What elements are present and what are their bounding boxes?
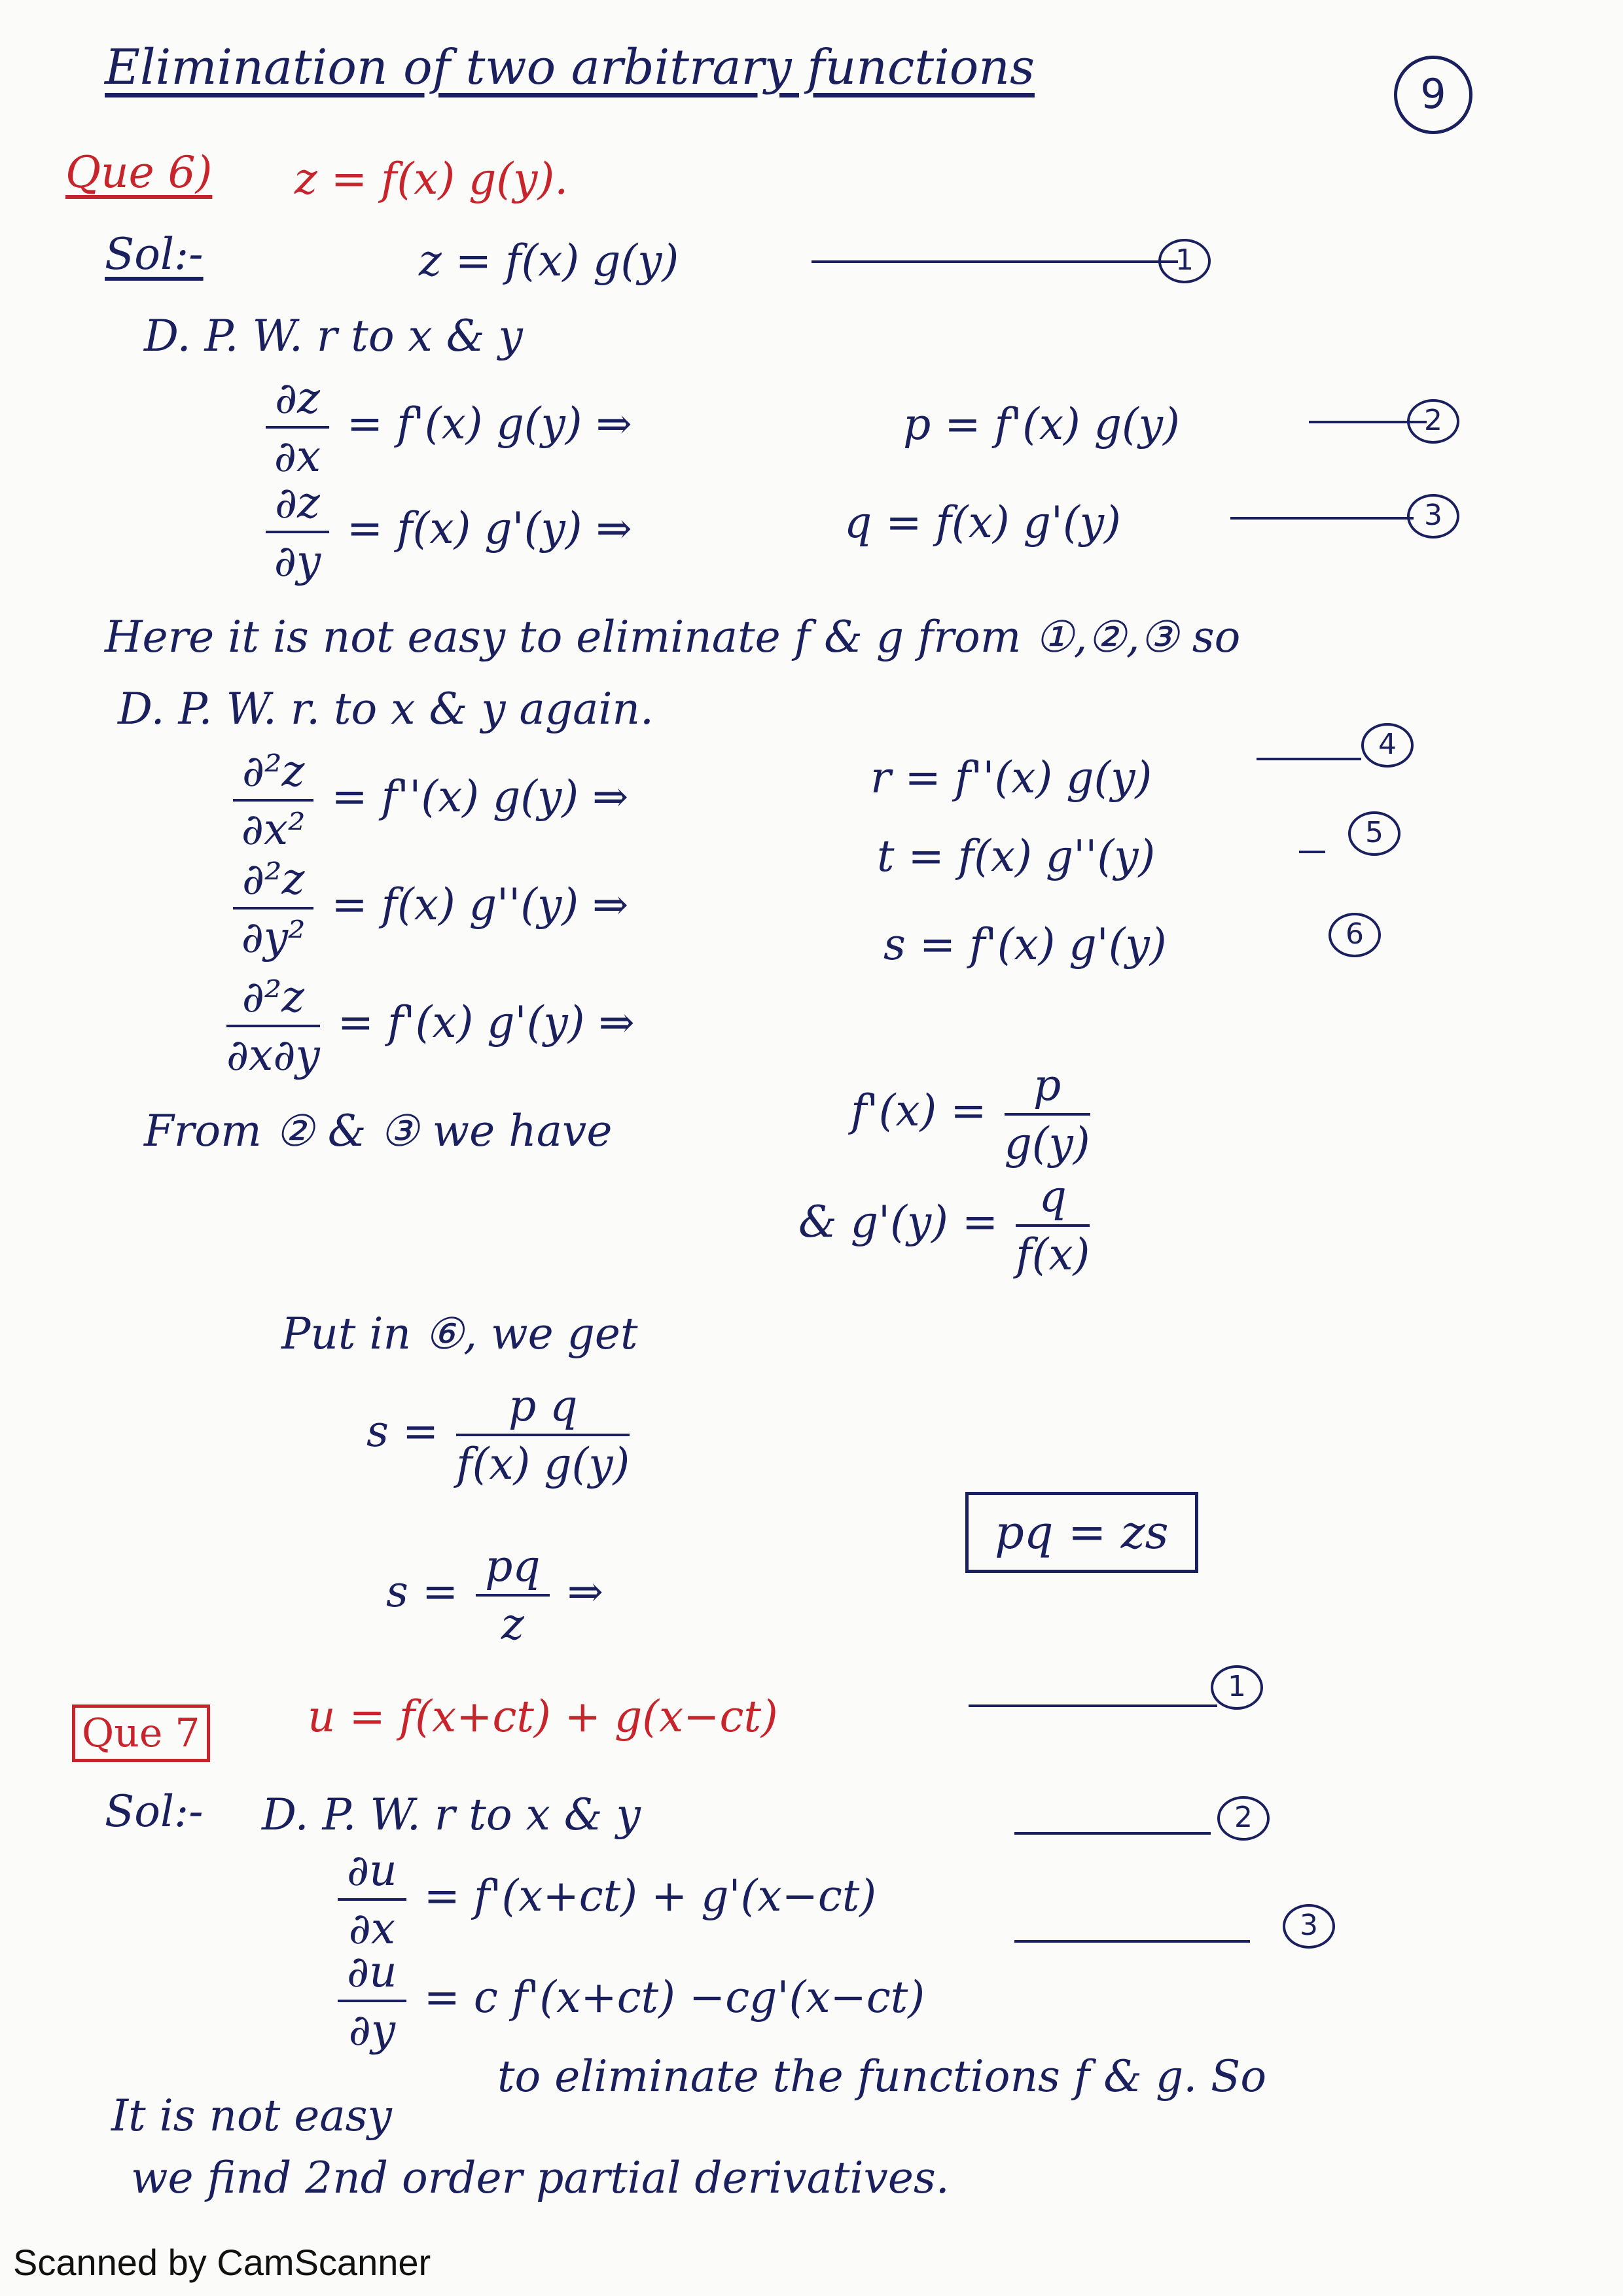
derivative-row: $\frac{\partial z}{\partial y}$ = f(x) g'(y) ⇒ — [262, 478, 632, 586]
expression-row: & g'(y) = $\frac{q}{f(x)}$ — [798, 1171, 1090, 1280]
final-result-box: pq = zs — [965, 1492, 1198, 1573]
derivative-row: $\frac{\partial u}{\partial y}$ = c f'(x+ct) −cg'(x−ct) — [334, 1947, 925, 2055]
page-number: 9 — [1394, 56, 1472, 134]
derivative-result: s = f'(x) g'(y) — [883, 919, 1167, 970]
tag-leader-line — [1014, 1940, 1250, 1943]
explanation-text: Here it is not easy to eliminate f & g from ①,②,③ so — [105, 612, 1241, 662]
equation-1: z = f(x) g(y) — [419, 236, 679, 286]
page-title: Elimination of two arbitrary functions — [105, 39, 1035, 96]
derivative-result: p = f'(x) g(y) — [903, 399, 1180, 450]
derivative-result: r = f''(x) g(y) — [870, 752, 1152, 803]
expression-row: s = $\frac{pq}{z}$ ⇒ — [386, 1541, 603, 1650]
expression-row: s = $\frac{\text{p q}}{f(x) g(y)}$ — [366, 1381, 630, 1489]
explanation-text: to eliminate the functions f & g. So — [497, 2051, 1267, 2102]
equation-tag: 1 — [1211, 1665, 1263, 1710]
equation-tag: 2 — [1407, 399, 1459, 444]
explanation-text: From ② & ③ we have — [144, 1106, 613, 1156]
equation-tag: 5 — [1348, 811, 1400, 856]
tag-leader-line — [1230, 517, 1414, 520]
second-derivative-row: $\frac{\text{∂²z}}{\partial x\partial y}$ = f'(x) g'(y) ⇒ — [226, 972, 635, 1080]
explanation-text: D. P. W. r. to x & y again. — [118, 684, 654, 734]
fraction: $\frac{pq}{z}$ — [476, 1541, 550, 1650]
tag-leader-line — [1257, 758, 1361, 760]
explanation-text: we find 2nd order partial derivatives. — [131, 2153, 950, 2203]
equation-tag: 4 — [1361, 723, 1414, 768]
equation-tag: 6 — [1329, 913, 1381, 957]
solution-label: Sol:- — [105, 229, 204, 279]
fraction: $\frac{p}{g(y)}$ — [1004, 1060, 1090, 1169]
solution-label: Sol:- — [105, 1786, 204, 1837]
fraction: $\frac{\text{∂²z}}{\text{∂y²}}$ — [233, 854, 313, 963]
derivative-row: $\frac{\partial u}{\partial x}$ = f'(x+ct) + g'(x−ct) — [334, 1845, 876, 1954]
fraction: $\frac{\partial z}{\partial y}$ — [266, 478, 329, 586]
fraction: $\frac{q}{f(x)}$ — [1016, 1171, 1090, 1280]
question-7-label: Que 7 — [72, 1704, 210, 1762]
equation-tag: 2 — [1217, 1796, 1270, 1841]
fraction: $\frac{\partial z}{\partial x}$ — [266, 373, 329, 482]
explanation-text: Put in ⑥, we get — [281, 1309, 638, 1359]
question-6-label: Que 6) — [65, 147, 213, 198]
tag-leader-line — [1299, 851, 1325, 853]
derivative-result: t = f(x) g''(y) — [877, 831, 1156, 881]
tag-leader-line — [969, 1704, 1217, 1707]
equation-tag: 1 — [1158, 239, 1211, 283]
explanation-text: It is not easy — [111, 2091, 392, 2141]
fraction: $\frac{\text{p q}}{f(x) g(y)}$ — [456, 1381, 630, 1489]
fraction: $\frac{\text{∂²z}}{\text{∂x²}}$ — [233, 746, 313, 855]
derivative-result: q = f(x) g'(y) — [844, 497, 1121, 548]
scanner-watermark: Scanned by CamScanner — [13, 2242, 431, 2283]
derivative-row: $\frac{\partial z}{\partial x}$ = f'(x) g(y) ⇒ — [262, 373, 632, 482]
equation-tag: 3 — [1283, 1904, 1335, 1949]
tag-leader-line — [1014, 1832, 1211, 1835]
question-7-statement: u = f(x+ct) + g(x−ct) — [308, 1691, 778, 1742]
differentiation-note: D. P. W. r to x & y — [262, 1790, 641, 1840]
fraction: $\frac{\partial u}{\partial y}$ — [338, 1947, 406, 2055]
question-6-statement: z = f(x) g(y). — [294, 154, 569, 204]
expression-row: f'(x) = $\frac{p}{g(y)}$ — [851, 1060, 1090, 1169]
differentiation-note: D. P. W. r to x & y — [144, 311, 523, 361]
second-derivative-row: $\frac{\text{∂²z}}{\text{∂y²}}$ = f(x) g''(y) ⇒ — [229, 854, 628, 963]
fraction: $\frac{\partial u}{\partial x}$ — [338, 1845, 406, 1954]
fraction: $\frac{\text{∂²z}}{\partial x\partial y}$ — [226, 972, 320, 1080]
tag-leader-line — [812, 260, 1178, 263]
second-derivative-row: $\frac{\text{∂²z}}{\text{∂x²}}$ = f''(x) g(y) ⇒ — [229, 746, 628, 855]
equation-tag: 3 — [1407, 494, 1459, 539]
